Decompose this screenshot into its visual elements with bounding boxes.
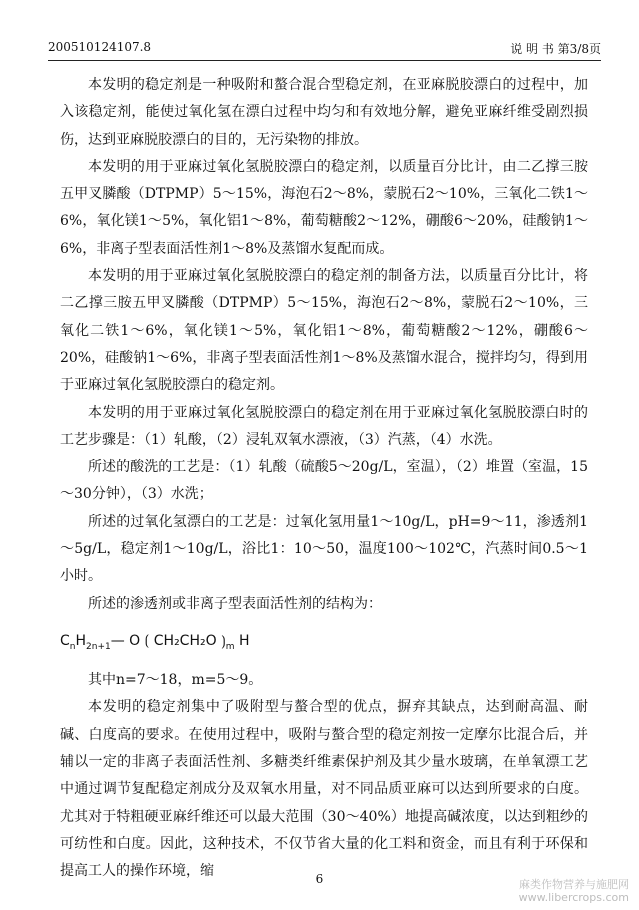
formula-tail: H <box>234 632 250 649</box>
formula-chain: — O ⟮ CH₂CH₂O ⟯ <box>110 632 226 649</box>
section-label: 说 明 书 第3/8页 <box>510 42 601 56</box>
page-number: 6 <box>315 872 324 886</box>
paragraph-surfactant-structure: 所述的渗透剂或非离子型表面活性剂的结构为： <box>88 595 382 612</box>
formula-hydrogen: H <box>75 632 87 649</box>
page-header <box>48 40 601 60</box>
paragraph-composition: 本发明的用于亚麻过氧化氢脱胶漂白的稳定剂，以质量百分比计，由二乙撑三胺五甲叉膦酸（DTPMP）5～15%，海泡石2～8%，蒙脱石2～10%，三氧化二铁1～6%，氧化镁1～5%，氧化铝1～8%，葡萄糖酸2～12%，硼酸6～20%，硅酸钠1～6%，非离子型表面活性剂1～8%及蒸馏水复配而成。 <box>60 158 588 257</box>
chemical-formula <box>60 628 588 661</box>
watermark-line-1: 麻类作物营养与施肥网 <box>519 878 629 891</box>
header-rule <box>48 60 601 61</box>
formula-sub-2n1: 2n+1 <box>86 641 111 652</box>
formula-sub-m: m <box>225 641 235 652</box>
paragraph-stabilizer-overview: 本发明的稳定剂是一种吸附和螯合混合型稳定剂，在亚麻脱胶漂白的过程中，加入该稳定剂，能使过氧化氢在漂白过程中均匀和有效地分解，避免亚麻纤维受剧烈损伤，达到亚麻脱胶漂白的目的，无污染物的排放。 <box>60 77 588 148</box>
document-number: 200510124107.8 <box>48 40 152 54</box>
paragraph-bleaching-process: 所述的过氧化氢漂白的工艺是：过氧化氢用量1～10g/L，pH=9～11，渗透剂1～5g/L，稳定剂1～10g/L，浴比1：10～50，温度100～102℃，汽蒸时间0.5～1小时。 <box>60 513 588 585</box>
formula-sub-n: n <box>69 641 76 652</box>
paragraph-preparation-method: 本发明的用于亚麻过氧化氢脱胶漂白的稳定剂的制备方法，以质量百分比计，将二乙撑三胺五甲叉膦酸（DTPMP）5～15%，海泡石2～8%，蒙脱石2～10%，三氧化二铁1～6%，氧化镁1～5%，氧化铝1～8%，葡萄糖酸2～12%，硼酸6～20%，硅酸钠1～6%，非离子型表面活性剂1～8%及蒸馏水混合，搅拌均匀，得到用于亚麻过氧化氢脱胶漂白的稳定剂。 <box>60 268 588 394</box>
paragraph-advantages: 本发明的稳定剂集中了吸附型与螯合型的优点，摒弃其缺点，达到耐高温、耐碱、白度高的要求。在使用过程中，吸附与螯合型的稳定剂按一定摩尔比混合后，并辅以一定的非离子表面活性剂、多糖类纤维素保护剂及其少量水玻璃，在单氧漂工艺中通过调节复配稳定剂成分及双氧水用量，对不同品质亚麻可以达到所要求的白度。尤其对于特粗硬亚麻纤维还可以最大范围（30～40%）地提高碱浓度，以达到粗纱的可纺性和白度。因此，这种技术，不仅节省大量的化工料和资金，而且有利于环保和提高工人的操作环境，缩 <box>60 699 588 880</box>
paragraph-n-m-range: 其中n=7～18，m=5～9。 <box>88 672 263 689</box>
formula-carbon: C <box>60 632 70 649</box>
site-watermark <box>519 878 629 904</box>
paragraph-acid-wash: 所述的酸洗的工艺是：（1）轧酸（硫酸5～20g/L，室温），（2）堆置（室温，15～30分钟），（3）水洗； <box>60 459 588 503</box>
watermark-line-2: www.libercrops.com <box>518 891 629 904</box>
paragraph-process-steps: 本发明的用于亚麻过氧化氢脱胶漂白的稳定剂在用于亚麻过氧化氢脱胶漂白时的工艺步骤是：（1）轧酸，（2）浸轧双氧水漂液，（3）汽蒸，（4）水洗。 <box>60 404 588 448</box>
document-body <box>60 72 588 885</box>
